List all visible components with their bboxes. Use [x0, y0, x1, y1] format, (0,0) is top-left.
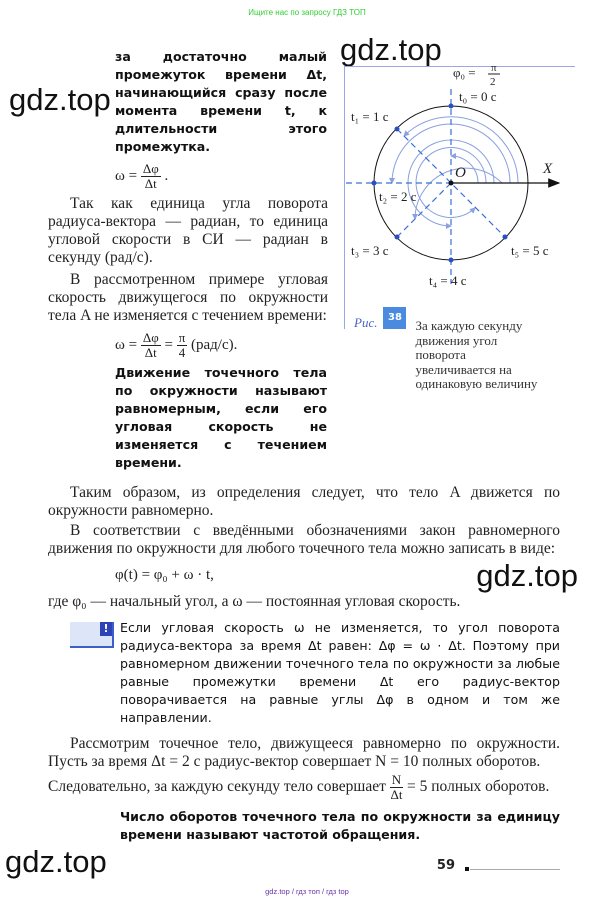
paragraph-conclusion: Таким образом, из определения следует, что тело A движется по окружности равномерно. — [48, 484, 560, 519]
page-bottom-row — [0, 846, 560, 877]
note-icon-box — [70, 622, 114, 648]
watermark: gdz.top — [340, 32, 442, 67]
origin-label: O — [455, 165, 466, 181]
watermark: gdz.top — [9, 82, 111, 117]
exclamation-icon: ! — [100, 622, 112, 636]
footer-links[interactable]: gdz.top / гдз топ / гдз top — [265, 887, 349, 896]
figure-caption: За каждую секунду движения угол поворота увеличивается на одинаковую величину — [415, 318, 538, 391]
rotation-diagram — [341, 59, 607, 321]
x-axis-label: X — [543, 161, 553, 177]
definition-frequency: Число оборотов точечного тела по окружности за единицу времени называют частотой обращения. — [120, 809, 560, 842]
paragraph-where: где φ₀ — начальный угол, а ω — постоянная угловая скорость. — [48, 593, 461, 610]
t3-label: t₃ = 3 с — [351, 243, 389, 258]
svg-text:π: π — [491, 62, 497, 74]
t5-label: t₅ = 5 с — [511, 243, 549, 258]
t1-label: t₁ = 1 с — [351, 109, 389, 124]
bottom-section — [48, 484, 578, 844]
figure-number-badge: 38 — [383, 307, 406, 329]
watermark: gdz.top — [5, 844, 107, 879]
t0-label: t₀ = 0 с — [459, 89, 497, 104]
watermark: gdz.top — [476, 558, 578, 593]
paragraph-per-second: Следовательно, за каждую секунду тело совершает $\frac{N}{\Delta t}$ = 5 полных оборотов. — [48, 772, 550, 802]
formula-omega-value: ω = $\frac{\Delta\varphi}{\Delta t}$ = $\frac{\pi}{4}$ (рад/с). — [115, 330, 238, 360]
left-column — [0, 22, 330, 472]
figure-frame — [344, 62, 575, 329]
definition-row — [0, 48, 330, 156]
paragraph-example: В рассмотренном примере угловая скорость движущегося по окружности тела A не изменяется с течением времени: — [48, 271, 328, 324]
paragraph-revolutions: Рассмотрим точечное тело, движущееся равномерно по окружности. Пусть за время Δt = 2 с радиус-вектор совершает N = 10 полных оборотов. — [48, 735, 560, 770]
paragraph-units: Так как единица угла поворота радиуса-вектора — радиан, то единица угловой скорости в СИ — радиан в секунду (рад/с). — [48, 195, 328, 266]
definition-end: за достаточно малый промежуток времени Δt, начинающийся сразу после момента времени t, к длительности этого промежутка. — [115, 49, 327, 154]
page-marker — [465, 867, 469, 871]
top-section — [0, 22, 614, 472]
phi0-label: φ₀ = — [453, 65, 476, 80]
definition-uniform: Движение точечного тела по окружности называют равномерным, если его угловая скорость не изменяется с течением времени. — [115, 365, 327, 470]
formula-law: φ(t) = φ₀ + ω · t, — [115, 567, 214, 583]
page-number-group — [437, 858, 560, 873]
origin-point — [449, 181, 454, 186]
page-number: 59 — [436, 858, 455, 873]
header-note: Ищите нас по запросу ГДЗ ТОП — [248, 8, 366, 17]
formula-law-row — [48, 558, 578, 593]
note-text: Если угловая скорость ω не изменяется, то угол поворота радиуса-вектора за время Δt равен: Δφ = ω · Δt. Поэтому при равномерном движении точечного тела по окружности за любые равные промежутки времени Δt его радиус-вектор поворачивается на равные углы Δφ в одном и том же направлении. — [120, 620, 560, 725]
figure-column — [340, 22, 610, 472]
t2-label: t₂ = 2 с — [379, 189, 417, 204]
page-rule — [470, 869, 560, 870]
figure-caption-prefix: Рис. — [354, 315, 378, 330]
t4-label: t₄ = 4 с — [429, 273, 467, 288]
formula-omega: ω = $\frac{\Delta\varphi}{\Delta t}$ . — [115, 161, 169, 191]
svg-text:2: 2 — [490, 76, 496, 88]
paragraph-law: В соответствии с введёнными обозначениями закон равномерного движения по окружности для любого точечного тела можно записать в виде: — [48, 522, 560, 557]
note-block — [48, 619, 560, 727]
